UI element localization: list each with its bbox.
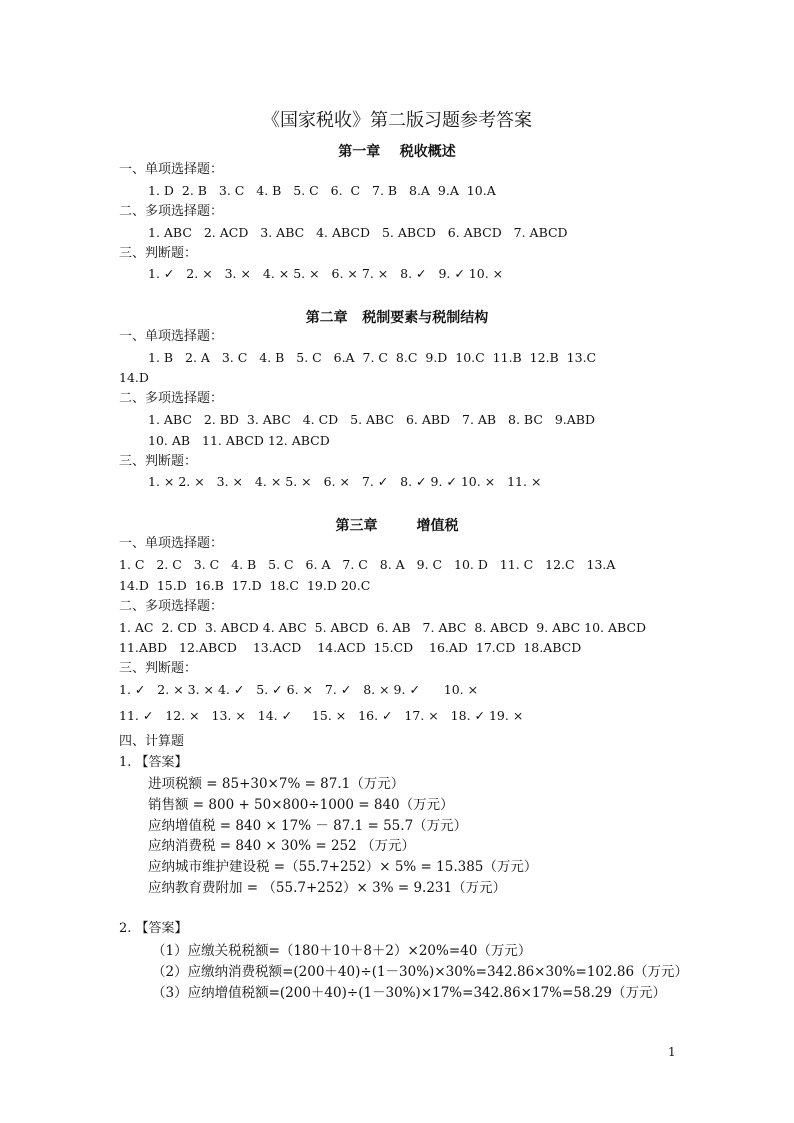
- answer-2-line: （3）应纳增值税额=(200＋40)÷(1－30%)×17%=342.86×17%=58.29（万元）: [152, 985, 666, 1001]
- multi-choice-answers: 1. AC 2. CD 3. ABCD 4. ABC 5. ABCD 6. AB 7. ABC 8. ABCD 9. ABC 10. ABCD: [119, 620, 647, 635]
- document-title: 《国家税收》第二版习题参考答案: [262, 110, 532, 131]
- single-choice-title: 一、单项选择题：: [119, 329, 224, 344]
- single-choice-answers: 1. C 2. C 3. C 4. B 5. C 6. A 7. C 8. A 9. C 10. D 11. C 12.C 13.A: [119, 557, 616, 572]
- answer-1-line: 应纳城市维护建设税 =（55.7+252）× 5% = 15.385（万元）: [148, 859, 538, 875]
- judgment-title: 三、判断题：: [119, 246, 198, 261]
- judgment-title: 三、判断题：: [119, 454, 198, 469]
- judgment-answers: 1. ✓ 2. × 3. × 4. × 5. × 6. × 7. × 8. ✓ 9. ✓ 10. ×: [148, 266, 504, 281]
- judgment-answers-cont: 11. ✓ 12. × 13. × 14. ✓ 15. × 16. ✓ 17. × 18. ✓ 19. ×: [119, 708, 524, 723]
- page-number: 1: [668, 1045, 676, 1059]
- single-choice-answers: 1. B 2. A 3. C 4. B 5. C 6.A 7. C 8.C 9.D 10.C 11.B 12.B 13.C: [148, 350, 597, 365]
- single-choice-title: 一、单项选择题：: [119, 162, 224, 177]
- answer-1-line: 应纳增值税 = 840 × 17% － 87.1 = 55.7（万元）: [148, 818, 468, 834]
- judgment-answers: 1. × 2. × 3. × 4. × 5. × 6. × 7. ✓ 8. ✓ 9. ✓ 10. × 11. ×: [148, 474, 542, 489]
- single-choice-title: 一、单项选择题：: [119, 536, 224, 551]
- chapter-1-heading: 第一章 税收概述: [338, 144, 456, 160]
- answer-1-heading: 1. 【答案】: [119, 755, 188, 770]
- multi-choice-answers: 1. ABC 2. BD 3. ABC 4. CD 5. ABC 6. ABD 7. AB 8. BC 9.ABD: [148, 412, 595, 427]
- answer-1-line: 应纳消费税 = 840 × 30% = 252 （万元）: [148, 838, 416, 854]
- chapter-3-heading: 第三章 增值税: [335, 518, 459, 534]
- single-choice-answers-cont: 14.D: [119, 370, 149, 385]
- judgment-answers: 1. ✓ 2. × 3. × 4. ✓ 5. ✓ 6. × 7. ✓ 8. × 9. ✓ 10. ×: [119, 682, 479, 697]
- answer-1-line: 销售额 = 800 + 50×800÷1000 = 840（万元）: [148, 797, 454, 813]
- multi-choice-title: 二、多项选择题：: [119, 599, 224, 614]
- multi-choice-answers-cont: 10. AB 11. ABCD 12. ABCD: [148, 433, 330, 448]
- multi-choice-title: 二、多项选择题：: [119, 204, 224, 219]
- answer-2-heading: 2. 【答案】: [119, 921, 188, 936]
- answer-1-line: 进项税额 = 85+30×7% = 87.1（万元）: [148, 776, 405, 792]
- answer-2-line: （2）应缴纳消费税额=(200＋40)÷(1－30%)×30%=342.86×30%=102.86（万元）: [152, 964, 689, 980]
- calculation-title: 四、计算题: [119, 734, 185, 749]
- multi-choice-answers: 1. ABC 2. ACD 3. ABC 4. ABCD 5. ABCD 6. ABCD 7. ABCD: [148, 225, 568, 240]
- judgment-title: 三、判断题：: [119, 661, 198, 676]
- single-choice-answers-cont: 14.D 15.D 16.B 17.D 18.C 19.D 20.C: [119, 578, 371, 593]
- multi-choice-answers-cont: 11.ABD 12.ABCD 13.ACD 14.ACD 15.CD 16.AD 17.CD 18.ABCD: [119, 640, 582, 655]
- single-choice-answers: 1. D 2. B 3. C 4. B 5. C 6. C 7. B 8.A 9.A 10.A: [148, 183, 496, 198]
- answer-1-line: 应纳教育费附加 = （55.7+252）× 3% = 9.231（万元）: [148, 880, 507, 896]
- multi-choice-title: 二、多项选择题：: [119, 391, 224, 406]
- answer-2-line: （1）应缴关税税额=（180＋10＋8＋2）×20%=40（万元）: [152, 943, 532, 959]
- chapter-2-heading: 第二章 税制要素与税制结构: [305, 310, 489, 326]
